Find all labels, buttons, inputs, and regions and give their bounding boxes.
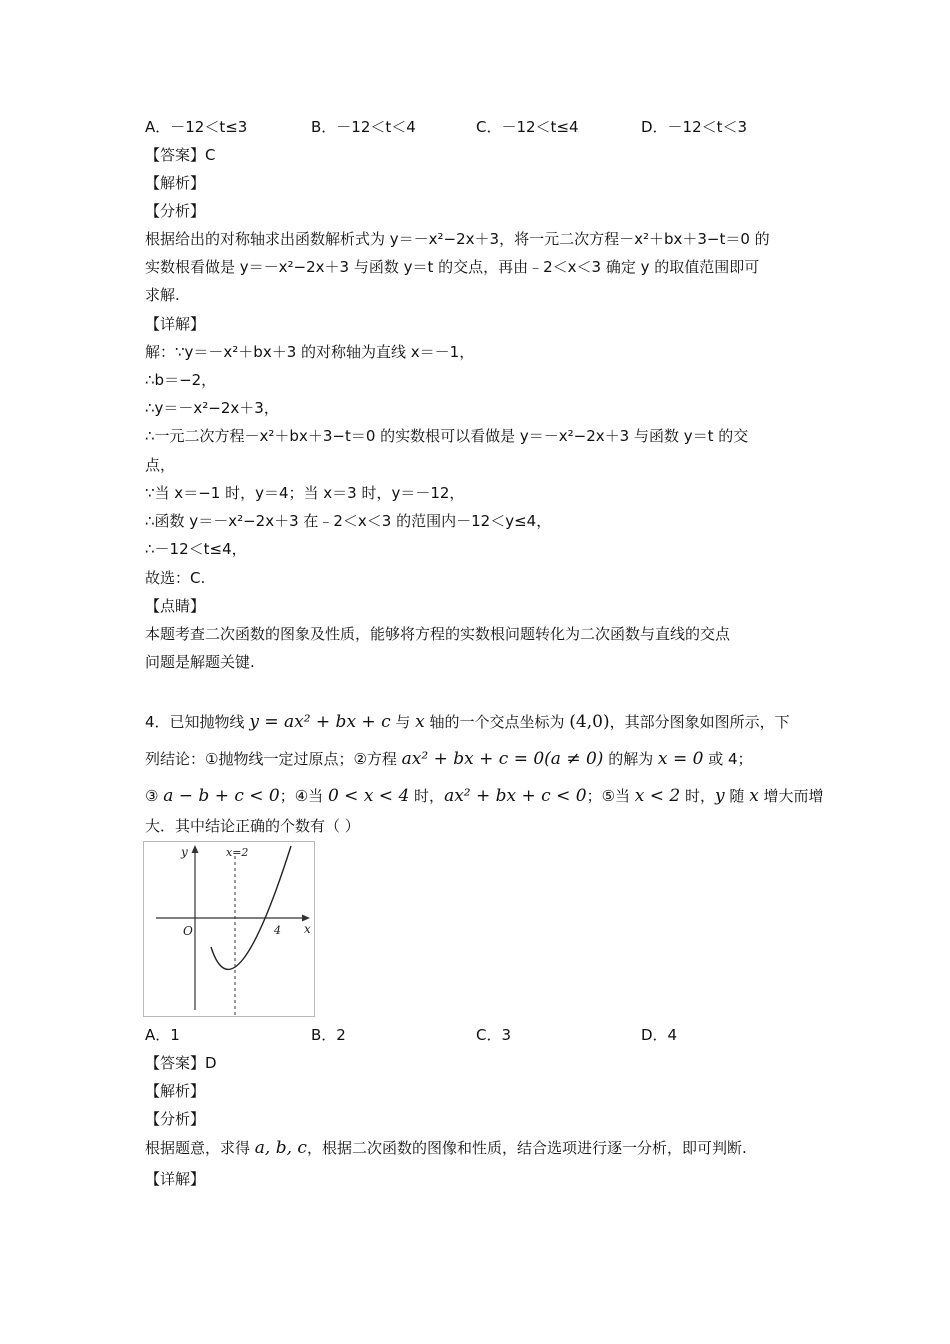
q4-text: 轴的一个交点坐标为 — [424, 713, 570, 731]
y-axis-arrow — [192, 845, 199, 853]
q3-detail-line-2: ∴b＝−2， — [145, 371, 217, 389]
q3-detail-line-5: 点， — [145, 456, 176, 474]
q3-dianjing-line-1: 本题考查二次函数的图象及性质，能够将方程的实数根问题转化为二次函数与直线的交点 — [145, 625, 731, 643]
q4-fenxi-heading: 【分析】 — [145, 1110, 206, 1128]
q4-stem-line-1 — [145, 712, 790, 732]
q4-text: ，根据二次函数的图像和性质，结合选项进行逐一分析，即可判断. — [306, 1139, 747, 1157]
q4-jiexi-heading: 【解析】 — [145, 1082, 206, 1100]
q4-text: 根据题意，求得 — [145, 1139, 255, 1157]
q4-text: 时， — [409, 787, 445, 805]
q4-coefficients: a, b, c — [254, 1138, 307, 1158]
q4-text: 增大而增 — [758, 787, 824, 805]
q3-jiexi-heading: 【解析】 — [145, 174, 206, 192]
q3-dianjing-heading: 【点睛】 — [145, 597, 206, 615]
q4-text: 时， — [680, 787, 716, 805]
q4-text: ；④当 — [279, 787, 328, 805]
q4-expr: x < 2 — [634, 786, 681, 806]
q4-parabola-expr: y = ax² + bx + c — [249, 712, 391, 732]
q4-stem-line-2 — [145, 749, 753, 769]
q4-text: 4．已知抛物线 — [145, 713, 250, 731]
q3-xiangjie-heading: 【详解】 — [145, 315, 206, 333]
q4-text: 列结论：①抛物线一定过原点；②方程 — [145, 750, 402, 768]
parabola-curve — [211, 846, 291, 969]
q4-expr: ax² + bx + c < 0 — [444, 786, 587, 806]
q4-option-b: B．2 — [311, 1026, 346, 1044]
q3-dianjing-line-2: 问题是解题关键. — [145, 653, 255, 671]
q3-fenxi-line-1: 根据给出的对称轴求出函数解析式为 y＝－x²−2x＋3，将一元二次方程－x²＋bx＋3−t＝0 的 — [145, 230, 770, 248]
origin-label: O — [183, 924, 193, 938]
q3-fenxi-line-3: 求解. — [145, 286, 180, 304]
q4-text: 的解为 — [603, 750, 658, 768]
q4-expr: a − b + c < 0 — [163, 786, 280, 806]
q4-text: ，其部分图象如图所示，下 — [609, 713, 790, 731]
q3-fenxi-heading: 【分析】 — [145, 202, 206, 220]
q4-option-d: D．4 — [641, 1026, 678, 1044]
q4-text: 或 4； — [703, 750, 753, 768]
q3-option-b: B．－12＜t＜4 — [311, 118, 416, 136]
q3-detail-line-1: 解：∵y＝－x²＋bx＋3 的对称轴为直线 x＝－1， — [145, 343, 475, 361]
q3-detail-line-7: ∴函数 y＝－x²−2x＋3 在﹣2＜x＜3 的范围内－12＜y≤4， — [145, 512, 552, 530]
q4-expr: y — [715, 786, 725, 806]
q4-text: 随 — [724, 787, 750, 805]
q3-detail-line-3: ∴y＝－x²−2x＋3， — [145, 399, 279, 417]
q4-option-a: A．1 — [145, 1026, 180, 1044]
q3-option-d: D．－12＜t＜3 — [641, 118, 748, 136]
q4-option-c: C．3 — [476, 1026, 512, 1044]
q4-var-x: x — [415, 712, 425, 732]
parabola-figure — [143, 841, 315, 1017]
q4-text: 与 — [390, 713, 416, 731]
q3-fenxi-line-2: 实数根看做是 y＝－x²−2x＋3 与函数 y＝t 的交点，再由﹣2＜x＜3 确定 y 的取值范围即可 — [145, 258, 760, 276]
x-intercept-label: 4 — [274, 924, 281, 937]
parabola-graph — [144, 842, 314, 1016]
q4-text: ③ — [145, 787, 164, 805]
q3-option-c: C．－12＜t≤4 — [476, 118, 579, 136]
y-axis-label: y — [181, 845, 188, 859]
q4-point: (4,0) — [569, 712, 610, 732]
q4-expr: 0 < x < 4 — [327, 786, 410, 806]
q4-expr: x — [749, 786, 759, 806]
q4-text: ；⑤当 — [586, 787, 635, 805]
symmetry-axis-label: x=2 — [226, 846, 249, 859]
q4-condition: (a ≠ 0) — [544, 749, 604, 769]
q3-detail-line-6: ∵当 x＝−1 时，y＝4；当 x＝3 时，y＝－12， — [145, 484, 465, 502]
q3-option-a: A．－12＜t≤3 — [145, 118, 248, 136]
q3-detail-line-4: ∴一元二次方程－x²＋bx＋3−t＝0 的实数根可以看做是 y＝－x²−2x＋3 与函数 y＝t 的交 — [145, 427, 749, 445]
q4-fenxi-line — [145, 1138, 747, 1158]
q4-xiangjie-heading: 【详解】 — [145, 1170, 206, 1188]
q3-answer: 【答案】C — [145, 146, 216, 164]
q4-stem-line-4: 大．其中结论正确的个数有（ ） — [145, 817, 360, 835]
q3-detail-line-8: ∴－12＜t≤4， — [145, 540, 247, 558]
q4-answer: 【答案】D — [145, 1054, 217, 1072]
q3-detail-line-9: 故选：C. — [145, 569, 206, 587]
x-axis-arrow — [302, 915, 310, 922]
q4-equation: ax² + bx + c = 0 — [401, 749, 545, 769]
x-axis-label: x — [304, 922, 311, 936]
q4-solution: x = 0 — [658, 749, 704, 769]
q4-stem-line-3 — [145, 786, 824, 806]
